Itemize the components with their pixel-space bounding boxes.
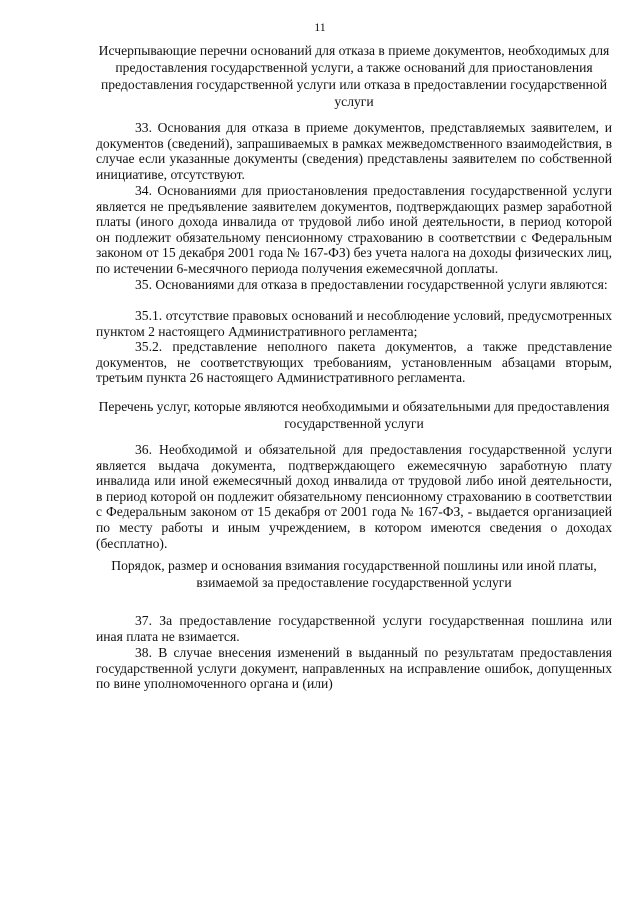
- section-heading-refusal-grounds: Исчерпывающие перечни оснований для отказа в приеме документов, необходимых для предоставления государственной услуги, а также оснований для приостановления предоставления государственной услуги или отказа в предоставлении государственной услуги: [98, 43, 610, 109]
- paragraph-37: 37. За предоставление государственной услуги государственная пошлина или иная плата не взимается.: [96, 613, 612, 644]
- paragraph-36: 36. Необходимой и обязательной для предоставления государственной услуги является выдача документа, подтверждающего ежемесячную заработную плату инвалида или иной ежемесячный доход инвалида от трудовой либо иной деятельности, в период которой он подлежит обязательному пенсионному страхованию в соответствии с Федеральным законом от 15 декабря от 2001 года № 167-ФЗ, - выдается организацией по месту работы и иным учреждением, в котором имеются сведения о доходах (бесплатно).: [96, 442, 612, 551]
- paragraph-38: 38. В случае внесения изменений в выданный по результатам предоставления государственной услуги документ, направленных на исправление ошибок, допущенных по вине уполномоченного органа и (или): [96, 645, 612, 692]
- section-heading-required-services: Перечень услуг, которые являются необходимыми и обязательными для предоставления государственной услуги: [98, 399, 610, 431]
- paragraph-33: 33. Основания для отказа в приеме документов, представляемых заявителем, и документов (сведений), запрашиваемых в рамках межведомственного взаимодействия, в случае если указанные документы (сведения) представлены заявителем по собственной инициативе, отсутствуют.: [96, 120, 612, 182]
- paragraph-35: 35. Основаниями для отказа в предоставлении государственной услуги являются:: [135, 277, 608, 292]
- paragraph-35-2: 35.2. представление неполного пакета документов, а также представление документов, не соответствующих требованиям, установленным абзацами вторым, третьим пункта 26 настоящего Административного регламента.: [96, 339, 612, 386]
- paragraph-34: 34. Основаниями для приостановления предоставления государственной услуги является не предъявление заявителем документов, подтверждающих размер заработной платы (иного дохода инвалида от трудовой либо иной деятельности, в период которой он подлежит обязательному пенсионному страхованию в соответствии с Федеральным законом от 15 декабря 2001 года № 167-ФЗ) без учета налога на доходы физических лиц, по истечении 6-месячного периода получения ежемесячной доплаты.: [96, 183, 612, 276]
- section-heading-state-fee: Порядок, размер и основания взимания государственной пошлины или иной платы, взимаемой за предоставление государственной услуги: [111, 558, 597, 590]
- page-number: 11: [314, 20, 326, 34]
- paragraph-35-1: 35.1. отсутствие правовых оснований и несоблюдение условий, предусмотренных пунктом 2 настоящего Административного регламента;: [96, 308, 612, 339]
